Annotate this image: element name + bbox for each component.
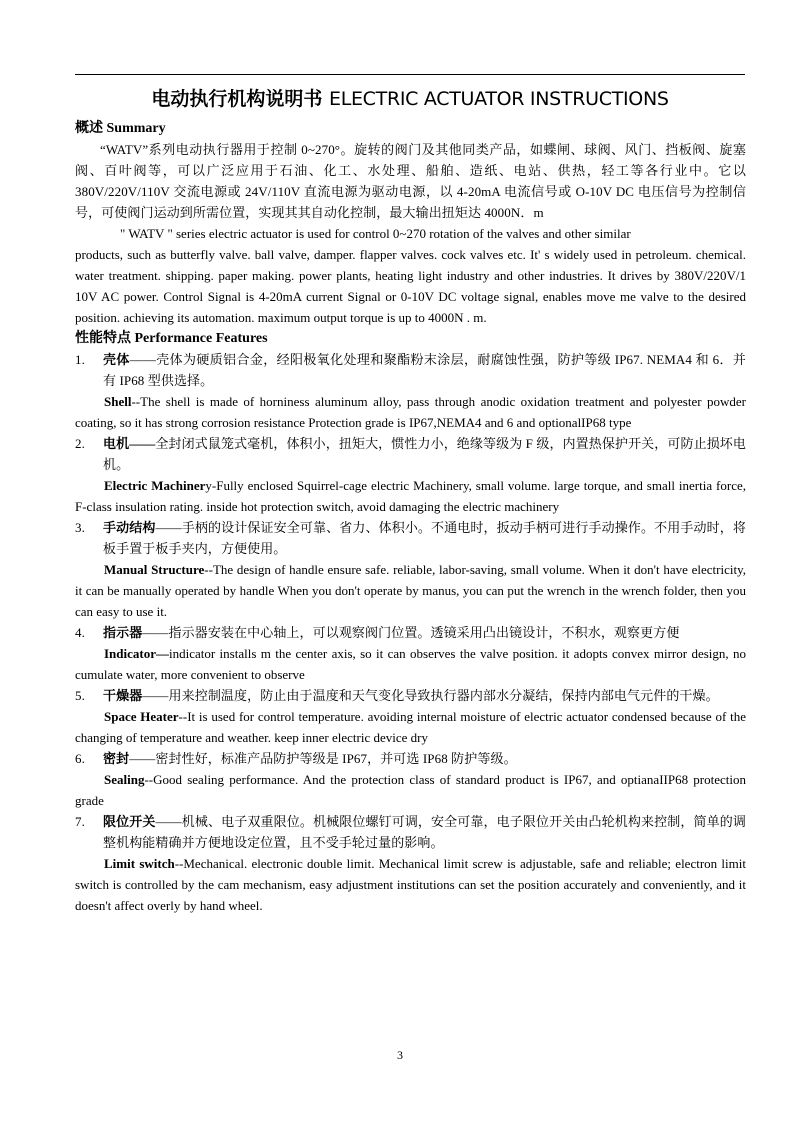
feature-cn-text: ——壳体为硬质铝合金，经阳极氧化处理和聚酯粉末涂层，耐腐蚀性强，防护等级 IP67. NEMA4 和 6．并有 IP68 型供选择。 (103, 352, 746, 388)
feature-en-4 (75, 643, 746, 685)
feature-cn-text: 全封闭式鼠笼式毫机，体积小，扭矩大，惯性力小，绝缘等级为 F 级，内置热保护开关，可防止损坏电机。 (103, 436, 747, 472)
summary-en-line1: " WATV " series electric actuator is used for control 0~270 rotation of the valves and other similar (120, 226, 631, 241)
feature-cn-5 (75, 685, 746, 706)
feature-en-1 (75, 391, 746, 433)
feature-en-text: y-Fully enclosed Squirrel-cage electric Machinery, small volume. large torque, and small inertia force, F-class insulation rating. inside hot protection switch, avoid damaging the electric machinery (75, 478, 746, 514)
document-title (75, 84, 745, 111)
feature-cn-text: ——机械、电子双重限位。机械限位螺钉可调，安全可靠，电子限位开关由凸轮机构来控制，简单的调整机构能精确并方便地设定位置，且不受手轮过量的影响。 (103, 814, 746, 850)
feature-cn-7 (75, 811, 746, 853)
feature-cn-4 (75, 622, 746, 643)
feature-cn-title: 限位开关 (103, 814, 156, 829)
summary-heading: 概述 Summary (75, 121, 166, 136)
top-rule (75, 74, 745, 75)
feature-en-7 (75, 853, 746, 916)
feature-en-title: Indicator— (104, 646, 169, 661)
feature-cn-text: ——密封性好，标准产品防护等级是 IP67，并可选 IP68 防护等级。 (129, 751, 517, 766)
feature-en-text: --Mechanical. electronic double limit. Mechanical limit screw is adjustable, safe and reliable; electron limit switch is controlled by the cam mechanism, easy adjustment institutions can set the position accurately and conveniently, and it doesn't affect overly by hand wheel. (75, 856, 746, 913)
feature-number: 3. (75, 520, 85, 535)
feature-en-title: Electric Machiner (104, 478, 206, 493)
feature-en-title: Space Heater (104, 709, 179, 724)
document-body (75, 119, 746, 916)
feature-en-text: --Good sealing performance. And the protection class of standard product is IP67, and optianaIIP68 protection grade (75, 772, 746, 808)
feature-en-2 (75, 475, 746, 517)
feature-en-title: Shell (104, 394, 132, 409)
feature-number: 5. (75, 688, 85, 703)
feature-en-title: Sealing (104, 772, 145, 787)
feature-en-text: --The design of handle ensure safe. reliable, labor-saving, small volume. When it don't have electricity, it can be manually operated by handle When you don't operate by manus, you can put the wrench in the wrench folder, then you can easy to use it. (75, 562, 746, 619)
feature-en-title: Limit switch (104, 856, 175, 871)
feature-number: 1. (75, 352, 85, 367)
feature-cn-2 (75, 433, 746, 475)
feature-en-text: --The shell is made of horniness aluminum alloy, pass through anodic oxidation treatment and polyester powder coating, so it has strong corrosion resistance Protection grade is IP67,NEMA4 and 6 and optionalIP68 type (75, 394, 746, 430)
feature-en-6 (75, 769, 746, 811)
feature-en-title: Manual Structure (104, 562, 205, 577)
summary-cn: “WATV”系列电动执行器用于控制 0~270°。旋转的阀门及其他同类产品，如蝶闸、球阀、风门、挡板阀、旋塞阀、百叶阀等，可以广泛应用于石油、化工、水处理、船舶、造纸、电站、供热，轻工等各行业中。它以 380V/220V/110V 交流电源或 24V/110V 直流电源为驱动电源，以 4-20mA 电流信号或 O-10V DC 电压信号为控制信号，可使阀门运动到所需位置，实现其其自动化控制，最大输出扭矩达 4000N．m (75, 142, 746, 220)
feature-cn-3 (75, 517, 746, 559)
feature-en-text: --It is used for control temperature. avoiding internal moisture of electric actuator condensed because of the changing of temperature and weather. keep inner electric device dry (75, 709, 746, 745)
feature-cn-title: 密封 (103, 751, 130, 766)
feature-en-5 (75, 706, 746, 748)
feature-cn-text: ——指示器安装在中心轴上，可以观察阀门位置。透镜采用凸出镜设计，不积水，观察更方便 (142, 625, 680, 640)
feature-cn-title: 壳体 (103, 352, 130, 367)
feature-cn-6 (75, 748, 746, 769)
feature-cn-1 (75, 349, 746, 391)
feature-number: 2. (75, 436, 85, 451)
feature-number: 6. (75, 751, 85, 766)
title-en: ELECTRIC ACTUATOR INSTRUCTIONS (328, 88, 669, 110)
summary-en: products, such as butterfly valve. ball valve, damper. flapper valves. cock valves etc. It' s widely used in petroleum. chemical. water treatment. shipping. paper making. power plants, heating light industry and other industries. It drives by 380V/220V/1 10V AC power. Control Signal is 4-20mA current Signal or 0-10V DC voltage signal, enables move me valve to the desired position. achieving its automation. maximum output torque is up to 4000N . m. (75, 247, 746, 325)
feature-en-3 (75, 559, 746, 622)
feature-cn-text: ——用来控制温度，防止由于温度和天气变化导致执行器内部水分凝结，保持内部电气元件的干燥。 (142, 688, 719, 703)
features-heading: 性能特点 Performance Features (75, 331, 268, 346)
feature-number: 4. (75, 625, 85, 640)
feature-cn-title: 手动结构 (103, 520, 156, 535)
feature-en-text: indicator installs m the center axis, so it can observes the valve position. it adopts convex mirror design, no cumulate water, more convenient to observe (75, 646, 746, 682)
feature-cn-title: 干燥器 (103, 688, 143, 703)
feature-cn-title: 电机—— (103, 436, 156, 451)
features-list (75, 349, 746, 916)
feature-cn-title: 指示器 (103, 625, 143, 640)
feature-cn-text: ——手柄的设计保证安全可靠、省力、体积小。不通电时，扳动手柄可进行手动操作。不用手动时，将板手置于板手夹内，方便使用。 (103, 520, 746, 556)
page-number: 3 (397, 1048, 403, 1062)
feature-number: 7. (75, 814, 85, 829)
title-cn: 电动执行机构说明书 (151, 88, 323, 110)
